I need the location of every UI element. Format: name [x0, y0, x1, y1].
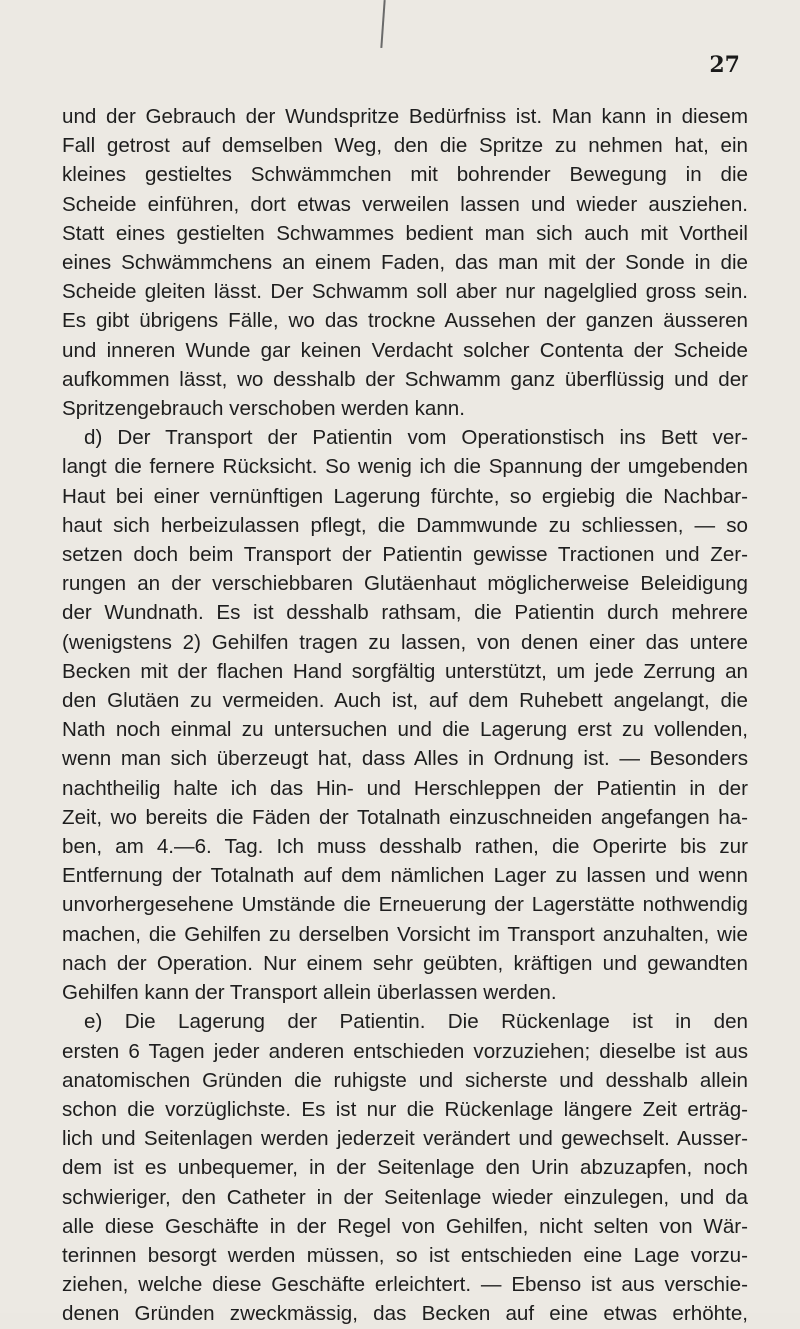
text-line: schon die vorzüglichste. Es ist nur die Rückenlage längere Zeit erträg- — [62, 1097, 748, 1121]
text-line: Statt eines gestielten Schwammes bedient man sich auch mit Vortheil — [62, 221, 748, 245]
text-line: haut sich herbeizulassen pflegt, die Dammwunde zu schliessen, — so — [62, 513, 748, 537]
text-line: alle diese Geschäfte in der Regel von Gehilfen, nicht selten von Wär- — [62, 1214, 748, 1238]
text-line: Es gibt übrigens Fälle, wo das trockne Aussehen der ganzen äusseren — [62, 309, 748, 333]
text-line: rungen an der verschiebbaren Glutäenhaut möglicherweise Beleidigung — [62, 572, 748, 596]
section-heading-line: e) Die Lagerung der Patientin. Die Rückenlage ist in den — [84, 1010, 748, 1034]
text-line: Fall getrost auf demselben Weg, den die Spritze zu nehmen hat, ein — [62, 134, 748, 158]
text-line: unvorhergesehene Umstände die Erneuerung der Lagerstätte nothwendig — [62, 893, 748, 917]
text-line: (wenigstens 2) Gehilfen tragen zu lassen, von denen einer das untere — [62, 630, 748, 654]
text-line: Scheide einführen, dort etwas verweilen lassen und wieder ausziehen. — [62, 192, 748, 216]
text-line: kleines gestieltes Schwämmchen mit bohrender Bewegung in die — [62, 163, 748, 187]
page-number: 27 — [709, 52, 740, 78]
text-line: und inneren Wunde gar keinen Verdacht solcher Contenta der Scheide — [62, 338, 748, 362]
text-line: machen, die Gehilfen zu derselben Vorsicht im Transport anzuhalten, wie — [62, 922, 748, 946]
body-text — [62, 102, 748, 1329]
text-line: ersten 6 Tagen jeder anderen entschieden vorzuziehen; dieselbe ist aus — [62, 1039, 748, 1063]
text-line: Becken mit der flachen Hand sorgfältig unterstützt, um jede Zerrung an — [62, 659, 748, 683]
text-line: terinnen besorgt werden müssen, so ist entschieden eine Lage vorzu- — [62, 1243, 748, 1267]
text-line: ziehen, welche diese Geschäfte erleichtert. — Ebenso ist aus verschie- — [62, 1273, 748, 1297]
text-line: schwieriger, den Catheter in der Seitenlage wieder einzulegen, und da — [62, 1185, 748, 1209]
text-line: denen Gründen zweckmässig, das Becken auf eine etwas erhöhte, — [62, 1302, 748, 1326]
text-line: Spritzengebrauch verschoben werden kann. — [62, 397, 465, 421]
scan-mark — [380, 0, 385, 48]
text-line: ben, am 4.—6. Tag. Ich muss desshalb rathen, die Operirte bis zur — [62, 835, 748, 859]
text-line: aufkommen lässt, wo desshalb der Schwamm ganz überflüssig und der — [62, 367, 748, 391]
text-line: Haut bei einer vernünftigen Lagerung fürchte, so ergiebig die Nachbar- — [62, 484, 748, 508]
text-line: Entfernung der Totalnath auf dem nämlichen Lager zu lassen und wenn — [62, 864, 748, 888]
text-line: wenn man sich überzeugt hat, dass Alles in Ordnung ist. — Besonders — [62, 747, 748, 771]
text-line: setzen doch beim Transport der Patientin gewisse Tractionen und Zer- — [62, 543, 748, 567]
text-line: dem ist es unbequemer, in der Seitenlage den Urin abzuzapfen, noch — [62, 1156, 748, 1180]
text-line: Nath noch einmal zu untersuchen und die Lagerung erst zu vollenden, — [62, 718, 748, 742]
text-line: Zeit, wo bereits die Fäden der Totalnath einzuschneiden angefangen ha- — [62, 805, 748, 829]
text-line: und der Gebrauch der Wundspritze Bedürfniss ist. Man kann in diesem — [62, 105, 748, 128]
text-line: Gehilfen kann der Transport allein überlassen werden. — [62, 981, 557, 1005]
section-heading-line: d) Der Transport der Patientin vom Operationstisch ins Bett ver- — [84, 426, 748, 450]
text-line: Scheide gleiten lässt. Der Schwamm soll aber nur nagelglied gross sein. — [62, 280, 748, 304]
text-line: der Wundnath. Es ist desshalb rathsam, die Patientin durch mehrere — [62, 601, 748, 625]
text-line: eines Schwämmchens an einem Faden, das man mit der Sonde in die — [62, 251, 748, 275]
text-line: nachtheilig halte ich das Hin- und Herschleppen der Patientin in der — [62, 776, 748, 800]
text-line: anatomischen Gründen die ruhigste und sicherste und desshalb allein — [62, 1068, 748, 1092]
text-line: den Glutäen zu vermeiden. Auch ist, auf dem Ruhebett angelangt, die — [62, 689, 748, 713]
text-line: lich und Seitenlagen werden jederzeit verändert und gewechselt. Ausser- — [62, 1127, 748, 1151]
text-line: langt die fernere Rücksicht. So wenig ich die Spannung der umgebenden — [62, 455, 748, 479]
text-line: nach der Operation. Nur einem sehr geübten, kräftigen und gewandten — [62, 951, 748, 975]
